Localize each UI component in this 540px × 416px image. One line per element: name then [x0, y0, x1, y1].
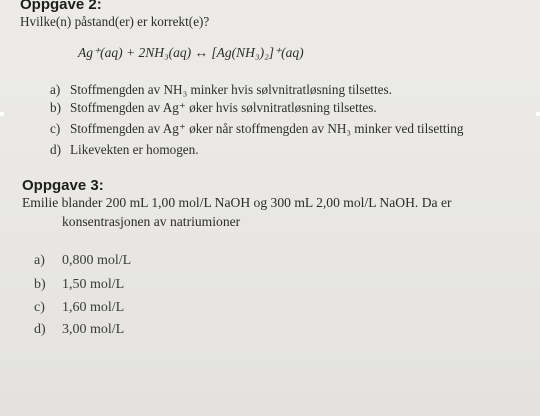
option-label: d) — [34, 322, 46, 337]
option-label: b) — [50, 100, 61, 115]
option-label: d) — [50, 142, 61, 157]
option-text: Likevekten er homogen. — [70, 142, 199, 157]
option-text: Stoffmengden av Ag⁺ øker når stoffmengden av NH₃ minker ved tilsetting — [70, 121, 464, 136]
option-label: a) — [50, 82, 61, 97]
option-label: b) — [34, 277, 46, 292]
option-text: Stoffmengden av Ag⁺ øker hvis sølvnitratløsning tilsettes. — [70, 100, 377, 115]
task2-option-d — [50, 142, 199, 158]
task2-question: Hvilke(n) påstand(er) er korrekt(e)? — [20, 14, 210, 29]
task2-option-a — [50, 82, 392, 98]
option-text: 0,800 mol/L — [62, 253, 132, 268]
option-text: 3,00 mol/L — [62, 322, 125, 337]
task3-question-line2: konsentrasjonen av natriumioner — [62, 214, 241, 229]
option-text: 1,50 mol/L — [62, 277, 125, 292]
task3-heading: Oppgave 3: — [22, 177, 104, 194]
task3-question-line1: Emilie blander 200 mL 1,00 mol/L NaOH og 300 mL 2,00 mol/L NaOH. Da er — [22, 195, 452, 210]
option-text: Stoffmengden av NH₃ minker hvis sølvnitratløsning tilsettes. — [70, 82, 392, 97]
option-label: a) — [34, 253, 45, 268]
task3-option-b — [34, 277, 124, 293]
task3-option-d — [34, 322, 124, 338]
task2-option-b — [50, 100, 377, 116]
option-label: c) — [50, 121, 61, 136]
task2-equation: Ag⁺(aq) + 2NH₃(aq) ↔ [Ag(NH₃)₂]⁺(aq) — [78, 45, 304, 60]
option-label: c) — [34, 300, 45, 315]
scan-speck — [0, 112, 4, 116]
scan-speck — [536, 112, 540, 116]
task2-heading: Oppgave 2: — [20, 0, 102, 13]
task2-option-c — [50, 121, 463, 137]
option-text: 1,60 mol/L — [62, 300, 125, 315]
task3-option-c — [34, 300, 124, 316]
task3-option-a — [34, 253, 131, 269]
